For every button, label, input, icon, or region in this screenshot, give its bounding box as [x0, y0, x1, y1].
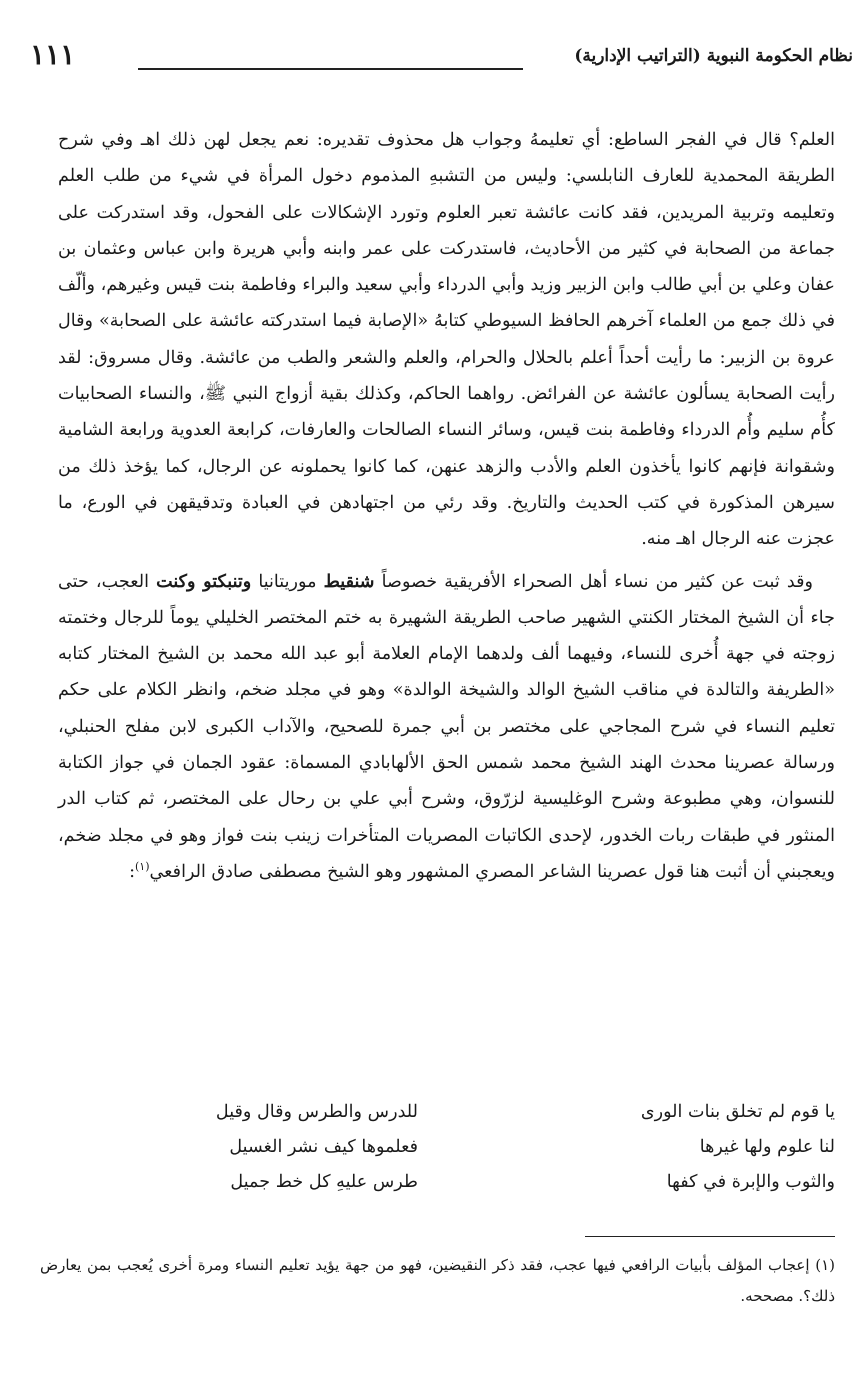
verse-second-hemistich: طرس عليهِ كل خط جميل	[230, 1172, 418, 1192]
footnote-reference: (١)	[135, 860, 150, 874]
verse-second-hemistich: فعلموها كيف نشر الغسيل	[229, 1137, 418, 1157]
verse-first-hemistich: والثوب والإبرة في كفها	[666, 1172, 835, 1192]
header-rule	[138, 68, 523, 70]
poem-verse	[58, 1137, 835, 1172]
poem-verse	[58, 1172, 835, 1207]
page-header	[30, 38, 853, 78]
p2-text-mid: موريتانيا	[251, 571, 324, 592]
verse-first-hemistich: يا قوم لم تخلق بنات الورى	[640, 1102, 835, 1122]
running-title: نظام الحكومة النبوية (التراتيب الإدارية)	[574, 46, 853, 66]
verse-first-hemistich: لنا علوم ولها غيرها	[699, 1137, 835, 1157]
main-text	[58, 122, 835, 890]
verse-second-hemistich: للدرس والطرس وقال وقيل	[215, 1102, 418, 1122]
footnote: (١) إعجاب المؤلف بأبيات الرافعي فيها عجب، فقد ذكر النقيضين، فهو من جهة يؤيد تعليم النساء ومرة أخرى يُعجب بمن يعارض ذلك؟. مصححه.	[40, 1256, 835, 1305]
p2-text-end: :	[129, 861, 135, 882]
p2-text-start: وقد ثبت عن كثير من نساء أهل الصحراء الأفريقية خصوصاً	[374, 571, 813, 592]
paragraph-1: العلم؟ قال في الفجر الساطع: أي تعليمهُ وجواب هل محذوف تقديره: نعم يجعل لهن ذلك اهـ وفي شرح الطريقة المحمدية للعارف النابلسي: وليس من التشبهِ المذموم دخول المرأة في شيء من طلب العلم وتعليمه وتربية المريدين، فقد كانت عائشة تعبر العلوم وتورد الإشكالات على الفحول، وقد استدركت على جماعة من الصحابة في كثير من الأحاديث، فاستدركت على عمر وابنه وأبي هريرة وابن عباس وعثمان بن عفان وعلي بن أبي طالب وابن الزبير وزيد وأبي الدرداء وأبي سعيد والبراء وفاطمة بنت قيس وغيرهم، وألّف في ذلك جمع من العلماء آخرهم الحافظ السيوطي كتابهُ «الإصابة فيما استدركته عائشة على الصحابة» وقال عروة بن الزبير: ما رأيت أحداً أعلم بالحلال والحرام، والعلم والشعر والطب من عائشة. وقال مسروق: لقد رأيت الصحابة يسألون عائشة عن الفرائض. رواهما الحاكم، وكذلك بقية أزواج النبي ﷺ، والنساء الصحابيات كأُم سليم وأُم الدرداء وفاطمة بنت قيس، وسائر النساء الصالحات والعارفات، كرابعة العدوية ورابعة الشامية وشقوانة فإنهم كانوا يأخذون العلم والأدب والزهد عنهن، كما كانوا يحملونه عن الرجال، كما يؤخذ ذلك من سيرهن المذكورة في كتب الحديث والتاريخ. وقد رئي من اجتهادهن في العبادة وتدقيقهن في الورع، ما عجزت عنه الرجال اهـ منه.	[58, 130, 835, 550]
page-number: ١١١	[30, 38, 76, 71]
p2-bold-shinqit: شنقيط	[323, 570, 375, 592]
paragraph-2	[58, 564, 835, 891]
poem	[58, 1102, 835, 1207]
p2-bold-timbuktu: وتنبكتو وكنت	[156, 570, 252, 592]
footnote-separator	[585, 1236, 835, 1237]
p2-text-rest: العجب، حتى جاء أن الشيخ المختار الكنتي الشهير صاحب الطريقة الشهيرة به ختم المختصر الخليلي يوماً للرجال وختمته زوجته في جهة أُخرى للنساء، وفيهما ألف ولدهما الإمام العلامة أبو عبد الله محمد بن الشيخ المختار كتابه «الطريفة والتالدة في مناقب الشيخ الوالد والشيخة الوالدة» وهو في مجلد ضخم، وانظر الكلام على حكم تعليم النساء في شرح المجاجي على مختصر بن أبي جمرة للصحيح، والآداب الكبرى لابن مفلح الحنبلي، ورسالة عصرينا محدث الهند الشيخ محمد شمس الحق الألهابادي المسماة: عقود الجمان في جواز الكتابة للنسوان، وهي مطبوعة وشرح الوغليسية لزرّوق، وشرح أبي علي بن رحال على المختصر، ثم كتاب الدر المنثور في طبقات ربات الخدور، لإحدى الكاتبات المصريات المتأخرات زينب بنت فواز وهو في مجلد ضخم، ويعجبني أن أثبت هنا قول عصرينا الشاعر المصري المشهور وهو الشيخ مصطفى صادق الرافعي	[58, 571, 835, 882]
poem-verse	[58, 1102, 835, 1137]
